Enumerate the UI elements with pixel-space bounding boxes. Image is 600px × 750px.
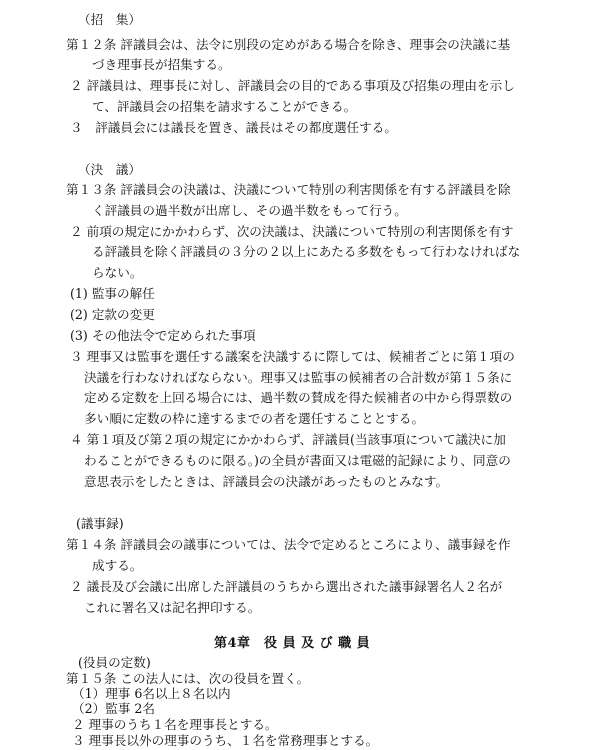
article-13-clause-2-line-2: る評議員を除く評議員の３分の２以上にあたる多数をもって行わなければな (92, 244, 521, 259)
article-13-clause-4-line-1: ４ 第１項及び第２項の規定にかかわらず、評議員(当該事項について議決に加 (70, 432, 506, 447)
article-13-line-1: 第１３条 評議員会の決議は、決議について特別の利害関係を有する評議員を除 (66, 182, 511, 197)
article-13-clause-2-line-1: ２ 前項の規定にかかわらず、次の決議は、決議について特別の利害関係を有す (70, 224, 514, 239)
article-13-clause-2-line-3: らない。 (92, 265, 143, 280)
article-13-clause-4-line-3: 意思表示をしたときは、評議員会の決議があったものとみなす。 (84, 474, 449, 489)
article-13-item-3: (3) その他法令で定められた事項 (70, 328, 256, 343)
article-15-clause-2: ２ 理事のうち１名を理事長とする。 (72, 717, 278, 732)
section-title-convocation: （招 集） (78, 12, 141, 27)
section-title-resolution: （決 議） (78, 162, 141, 177)
article-13-clause-3-line-4: 多い順に定数の枠に達するまでの者を選任することとする。 (84, 411, 425, 426)
article-15-item-1: （1）理事 6名以上８名以内 (72, 686, 231, 701)
article-13-clause-3-line-3: 定める定数を上回る場合には、過半数の賛成を得た候補者の中から得票数の (84, 390, 513, 405)
article-14-line-2: 成する。 (92, 558, 143, 573)
article-14-line-1: 第１４条 評議員会の議事については、法令で定めるところにより、議事録を作 (66, 537, 511, 552)
article-15-clause-3: ３ 理事長以外の理事のうち、１名を常務理事とする。 (72, 733, 379, 748)
chapter-heading: 第4章 役 員 及 び 職 員 (214, 636, 371, 651)
article-13-clause-4-line-2: わることができるものに限る。)の全員が書面又は電磁的記録により、同意の (84, 453, 511, 468)
article-14-clause-2-line-2: これに署名又は記名押印する。 (84, 600, 261, 615)
article-13-clause-3-line-2: 決議を行わなければならない。理事又は監事の候補者の合計数が第１５条に (84, 370, 513, 385)
section-title-officers: (役員の定数) (78, 655, 151, 670)
article-14-clause-2-line-1: ２ 議長及び会議に出席した評議員のうちから選出された議事録署名人２名が (70, 579, 503, 594)
article-13-line-2: く評議員の過半数が出席し、その過半数をもって行う。 (92, 203, 407, 218)
article-12-clause-3: ３ 評議員会には議長を置き、議長はその都度選任する。 (70, 120, 397, 135)
article-13-item-1: (1) 監事の解任 (70, 286, 155, 301)
section-title-minutes: (議事録) (76, 516, 124, 531)
article-12-clause-2-line-1: ２ 評議員は、理事長に対し、評議員会の目的である事項及び招集の理由を示し (70, 78, 515, 93)
article-15-item-2: （2）監事 2名 (72, 701, 155, 716)
article-12-clause-2-line-2: て、評議員会の招集を請求することができる。 (92, 99, 357, 114)
article-13-item-2: (2) 定款の変更 (70, 307, 155, 322)
article-15-line-1: 第１５条 この法人には、次の役員を置く。 (66, 671, 310, 686)
article-12-line-2: づき理事長が招集する。 (92, 57, 231, 72)
article-13-clause-3-line-1: ３ 理事又は監事を選任する議案を決議するに際しては、候補者ごとに第１項の (70, 349, 515, 364)
article-12-line-1: 第１２条 評議員会は、法令に別段の定めがある場合を除き、理事会の決議に基 (66, 37, 511, 52)
